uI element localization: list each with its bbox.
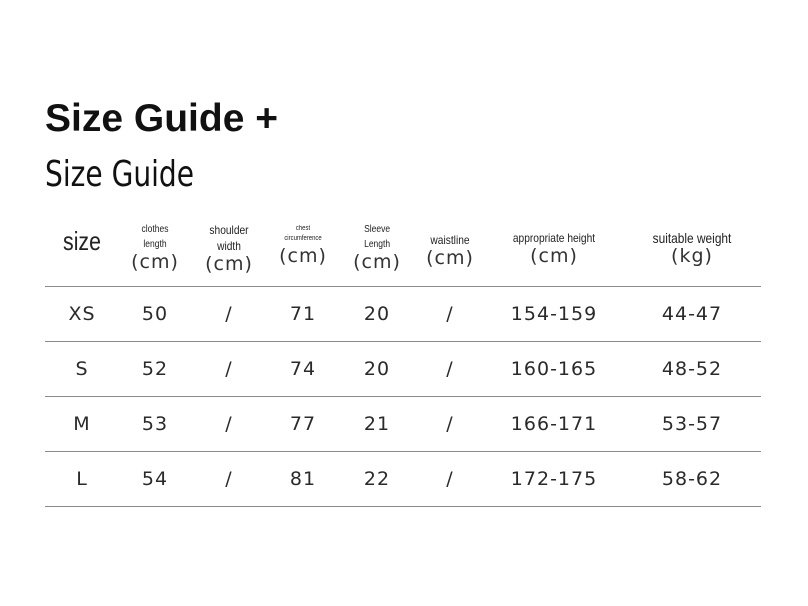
- header-clothes-length-unit: (cm): [131, 251, 179, 273]
- header-clothes-length: [130, 218, 180, 280]
- cell-weight: 48-52: [661, 358, 723, 380]
- header-size: [59, 218, 105, 280]
- header-sleeve-length: [353, 218, 401, 280]
- table-row-xs: [0, 287, 808, 342]
- cell-height: 166-171: [510, 413, 598, 435]
- header-shoulder-width-label: shoulder width: [209, 223, 249, 253]
- header-clothes-length-label: clothes length: [141, 224, 169, 250]
- cell-waistline: /: [446, 358, 454, 380]
- header-shoulder-width: [202, 218, 256, 280]
- header-waistline: [426, 218, 474, 280]
- cell-size: S: [75, 358, 89, 380]
- cell-chest: 74: [289, 358, 317, 380]
- page-subtitle: Size Guide: [45, 154, 195, 195]
- table-row-s: [0, 342, 808, 397]
- cell-waistline: /: [446, 413, 454, 435]
- header-appropriate-height-unit: (cm): [530, 245, 578, 267]
- cell-size: M: [73, 413, 91, 435]
- header-chest-circumference-label: chest circumference: [284, 225, 322, 242]
- header-suitable-weight-label: suitable weight: [652, 230, 732, 246]
- cell-sleeve-length: 22: [363, 468, 391, 490]
- cell-height: 160-165: [510, 358, 598, 380]
- cell-weight: 44-47: [661, 303, 723, 325]
- cell-clothes-length: 54: [141, 468, 169, 490]
- header-shoulder-width-unit: (cm): [205, 253, 253, 275]
- header-suitable-weight: [646, 218, 739, 280]
- cell-shoulder-width: /: [225, 358, 233, 380]
- header-size-label: size: [63, 226, 101, 256]
- table-row-l: [0, 452, 808, 507]
- cell-shoulder-width: /: [225, 303, 233, 325]
- cell-weight: 53-57: [661, 413, 723, 435]
- cell-chest: 77: [289, 413, 317, 435]
- cell-size: XS: [68, 303, 96, 325]
- cell-clothes-length: 53: [141, 413, 169, 435]
- cell-clothes-length: 50: [141, 303, 169, 325]
- cell-weight: 58-62: [661, 468, 723, 490]
- header-sleeve-length-unit: (cm): [353, 251, 401, 273]
- header-suitable-weight-unit: (kg): [671, 245, 713, 267]
- cell-waistline: /: [446, 303, 454, 325]
- cell-sleeve-length: 20: [363, 303, 391, 325]
- cell-height: 154-159: [510, 303, 598, 325]
- cell-size: L: [76, 468, 88, 490]
- cell-shoulder-width: /: [225, 468, 233, 490]
- header-appropriate-height: [506, 218, 603, 280]
- cell-clothes-length: 52: [141, 358, 169, 380]
- header-waistline-label: waistline: [430, 233, 470, 247]
- cell-chest: 71: [289, 303, 317, 325]
- cell-waistline: /: [446, 468, 454, 490]
- header-chest-circumference: [275, 218, 331, 280]
- table-header: [0, 218, 808, 280]
- header-sleeve-length-label: Sleeve Length: [363, 224, 391, 250]
- header-waistline-unit: (cm): [426, 247, 474, 269]
- page-title: Size Guide +: [45, 97, 278, 140]
- table-row-m: [0, 397, 808, 452]
- header-chest-circumference-unit: (cm): [279, 245, 327, 267]
- cell-height: 172-175: [510, 468, 598, 490]
- cell-sleeve-length: 20: [363, 358, 391, 380]
- cell-sleeve-length: 21: [363, 413, 391, 435]
- cell-shoulder-width: /: [225, 413, 233, 435]
- cell-chest: 81: [289, 468, 317, 490]
- header-appropriate-height-label: appropriate height: [512, 231, 596, 245]
